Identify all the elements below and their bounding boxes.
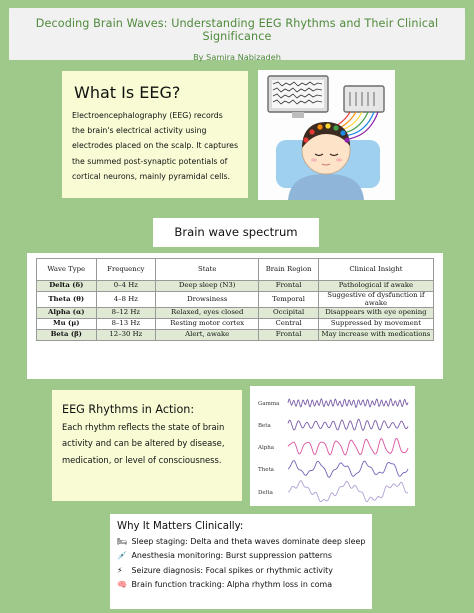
table-cell: May increase with medications xyxy=(318,330,433,341)
table-header-cell: Frequency xyxy=(96,259,156,281)
table-header-cell: Brain Region xyxy=(259,259,319,281)
table-cell: Drowsiness xyxy=(156,292,259,308)
waveform-beta xyxy=(288,419,408,430)
why-item xyxy=(117,535,366,549)
why-item-text: Sleep staging: Delta and theta waves dominate deep sleep xyxy=(131,537,366,546)
table-header-cell: Clinical Insight xyxy=(318,259,433,281)
wave-type-cell: Mu (μ) xyxy=(37,319,97,330)
table-cell: Temporal xyxy=(259,292,319,308)
table-cell: Central xyxy=(259,319,319,330)
what-is-eeg-heading: What Is EEG? xyxy=(74,83,181,102)
table-header-cell: State xyxy=(156,259,259,281)
waves-svg xyxy=(250,386,415,506)
table-row xyxy=(37,319,434,330)
why-item-text: Anesthesia monitoring: Burst suppression patterns xyxy=(131,551,332,561)
wave-type-cell: Alpha (α) xyxy=(37,308,97,319)
why-heading: Why It Matters Clinically: xyxy=(117,521,244,532)
wave-label: Delta xyxy=(258,490,273,496)
table-cell: Resting motor cortex xyxy=(156,319,259,330)
waveform-theta xyxy=(288,461,408,478)
table-row xyxy=(37,281,434,292)
table-cell: Pathological if awake xyxy=(318,281,433,292)
table-row xyxy=(37,330,434,341)
syringe-icon: 💉 xyxy=(117,551,127,561)
brain-icon: 🧠 xyxy=(117,580,127,590)
table-cell: Suppressed by movement xyxy=(318,319,433,330)
rhythms-heading: EEG Rhythms in Action: xyxy=(62,403,195,416)
rhythms-panel xyxy=(52,390,242,501)
eeg-illustration xyxy=(258,70,395,200)
table-cell: 8–13 Hz xyxy=(96,319,156,330)
patient-eeg-icon xyxy=(258,70,395,200)
wave-label: Gamma xyxy=(258,401,280,407)
spectrum-title-box xyxy=(153,218,319,247)
bed-icon: 🛏 xyxy=(117,537,128,546)
why-item-text: Seizure diagnosis: Focal spikes or rhythmic activity xyxy=(131,565,333,575)
table-cell: Relaxed, eyes closed xyxy=(156,308,259,319)
table-cell: Occipital xyxy=(259,308,319,319)
what-is-eeg-panel xyxy=(62,71,248,198)
table-header-cell: Wave Type xyxy=(37,259,97,281)
wave-table-panel xyxy=(27,253,443,379)
wave-type-cell: Delta (δ) xyxy=(37,281,97,292)
table-cell: 8–12 Hz xyxy=(96,308,156,319)
table-header-row xyxy=(37,259,434,281)
table-cell: 4–8 Hz xyxy=(96,292,156,308)
what-is-eeg-body: Electroencephalography (EEG) records the brain's electrical activity using electrodes placed on the scalp. It captures the summed post-synaptic potentials of cortical neurons, mainly pyramidal cells. xyxy=(72,111,239,181)
waveform-gamma xyxy=(288,399,408,407)
wave-label: Theta xyxy=(258,467,274,473)
rhythms-body: Each rhythm reflects the state of brain activity and can be altered by disease, medication, or level of consciousness. xyxy=(62,422,225,465)
table-cell: Frontal xyxy=(259,281,319,292)
why-item xyxy=(117,578,366,592)
why-item xyxy=(117,549,366,563)
waveform-alpha xyxy=(288,438,408,455)
table-row xyxy=(37,308,434,319)
wave-label: Alpha xyxy=(258,445,275,451)
poster-title: Decoding Brain Waves: Understanding EEG Rhythms and Their Clinical Significance xyxy=(35,17,439,43)
table-cell: 12–30 Hz xyxy=(96,330,156,341)
poster-author: By Samira Nabizadeh xyxy=(193,52,281,62)
waveform-delta xyxy=(288,481,408,502)
waves-figure xyxy=(250,386,415,506)
table-cell: Frontal xyxy=(259,330,319,341)
poster-header xyxy=(9,8,465,60)
why-item-text: Brain function tracking: Alpha rhythm loss in coma xyxy=(131,580,333,590)
table-cell: Disappears with eye opening xyxy=(318,308,433,319)
wave-table xyxy=(36,258,434,341)
wave-type-cell: Theta (θ) xyxy=(37,292,97,308)
table-row xyxy=(37,292,434,308)
spectrum-heading: Brain wave spectrum xyxy=(174,225,298,239)
why-it-matters-panel xyxy=(110,514,372,609)
table-cell: Deep sleep (N3) xyxy=(156,281,259,292)
table-cell: Alert, awake xyxy=(156,330,259,341)
wave-type-cell: Beta (β) xyxy=(37,330,97,341)
wave-label: Beta xyxy=(258,423,271,429)
why-item xyxy=(117,564,366,578)
table-cell: Suggestive of dysfunction if awake xyxy=(318,292,433,308)
table-cell: 0–4 Hz xyxy=(96,281,156,292)
lightning-icon: ⚡ xyxy=(117,565,123,575)
